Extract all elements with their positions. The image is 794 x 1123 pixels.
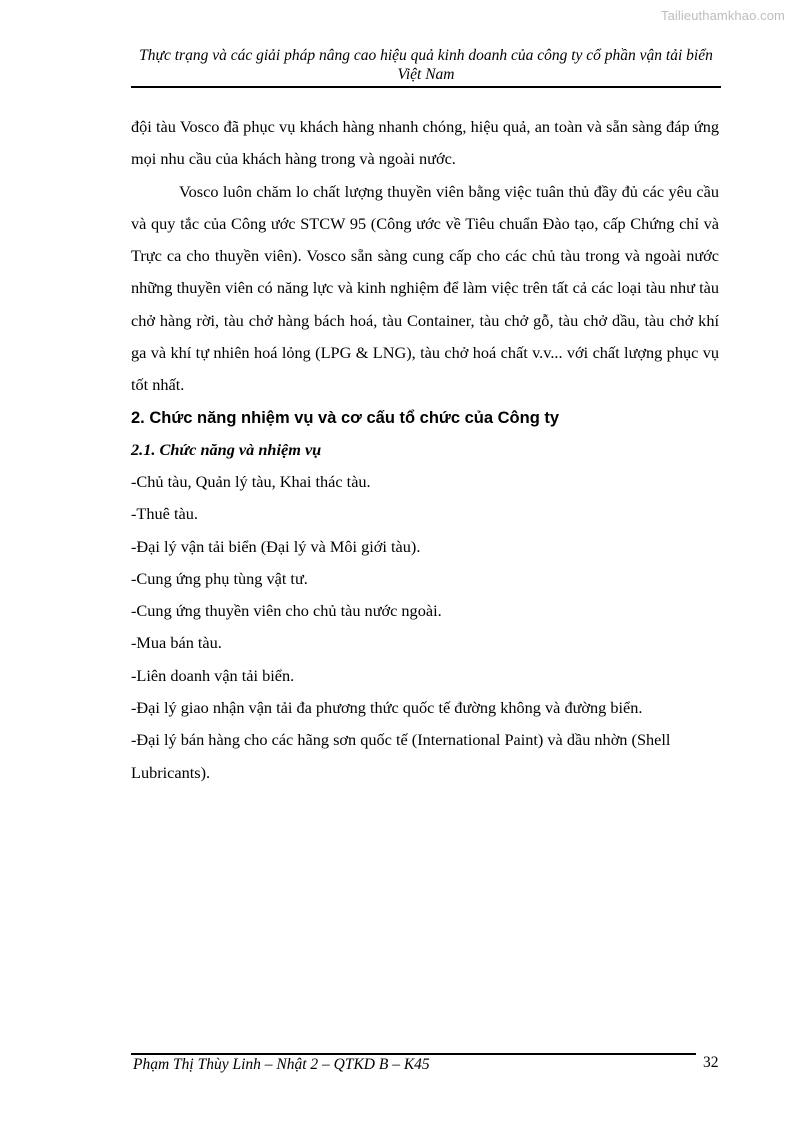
paragraph: đội tàu Vosco đã phục vụ khách hàng nhanh chóng, hiệu quả, an toàn và sẵn sàng đáp ứng mọi nhu cầu của khách hàng trong và ngoài nước. [131, 117, 719, 169]
list-item: -Đại lý bán hàng cho các hãng sơn quốc tế (International Paint) và dầu nhờn (Shell Lubricants). [131, 730, 671, 782]
list-item: -Thuê tàu. [131, 504, 198, 524]
list-item: -Chủ tàu, Quản lý tàu, Khai thác tàu. [131, 471, 371, 491]
page-body [131, 111, 719, 789]
list-item: -Đại lý giao nhận vận tải đa phương thức quốc tế đường không và đường biển. [131, 698, 643, 718]
list-item: -Đại lý vận tải biển (Đại lý và Môi giới tàu). [131, 536, 421, 556]
footer-author: Phạm Thị Thùy Linh – Nhật 2 – QTKD B – K45 [133, 1056, 430, 1073]
watermark: Tailieuthamkhao.com [660, 8, 785, 23]
running-header: Thực trạng và các giải pháp nâng cao hiệu quả kinh doanh của công ty cổ phần vận tải biển Việt Nam [139, 47, 713, 83]
paragraph: Vosco luôn chăm lo chất lượng thuyền viên bằng việc tuân thủ đầy đủ các yêu cầu và quy tắc của Công ước STCW 95 (Công ước về Tiêu chuẩn Đào tạo, cấp Chứng chỉ và Trực ca cho thuyền viên). Vosco sẵn sàng cung cấp cho các chủ tàu trong và ngoài nước những thuyền viên có năng lực và kinh nghiệm để làm việc trên tất cả các loại tàu như tàu chở hàng rời, tàu chở hàng bách hoá, tàu Container, tàu chở gỗ, tàu chở dầu, tàu chở khí ga và khí tự nhiên hoá lỏng (LPG & LNG), tàu chở hoá chất v.v... với chất lượng phục vụ tốt nhất. [131, 181, 719, 395]
footer-rule [131, 1053, 696, 1055]
header-rule [131, 86, 721, 88]
subsection-heading: 2.1. Chức năng và nhiệm vụ [131, 439, 322, 459]
list-item: -Mua bán tàu. [131, 633, 222, 653]
list-item: -Cung ứng thuyền viên cho chủ tàu nước ngoài. [131, 601, 442, 621]
list-item: -Cung ứng phụ tùng vật tư. [131, 568, 308, 588]
section-heading: 2. Chức năng nhiệm vụ và cơ cấu tổ chức của Công ty [131, 408, 560, 427]
page-number: 32 [703, 1054, 719, 1071]
list-item: -Liên doanh vận tải biển. [131, 665, 295, 685]
